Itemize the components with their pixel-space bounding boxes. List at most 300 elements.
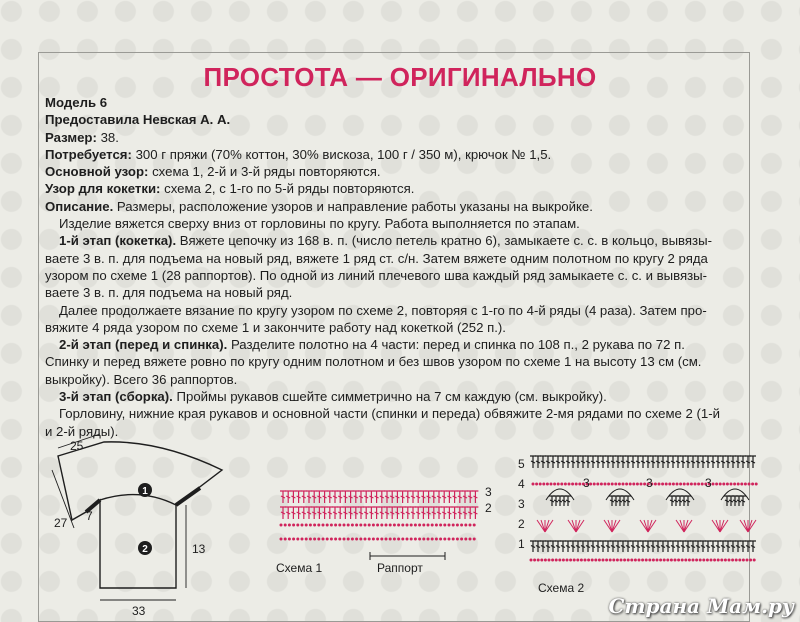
scheme-2-chart	[530, 456, 758, 562]
dc-stitch-symbol	[280, 491, 286, 503]
chain-dot-symbol	[305, 524, 308, 527]
dc-stitch-symbol	[415, 507, 421, 519]
dc-stitch-symbol	[457, 491, 463, 503]
chain-dot-symbol	[439, 538, 442, 541]
chain-dot-symbol	[380, 538, 383, 541]
chain-dot-symbol	[663, 559, 666, 562]
dc-stitch-symbol	[306, 491, 312, 503]
chain-dot-symbol	[288, 524, 291, 527]
marker-1-label: 1	[142, 486, 148, 497]
chain-dot-symbol	[676, 483, 679, 486]
dc-stitch-symbol	[389, 491, 395, 503]
dc-stitch-symbol	[695, 541, 701, 552]
chain-dot-symbol	[726, 483, 729, 486]
chain-dot-symbol	[410, 538, 413, 541]
bleed-through-text	[740, 52, 800, 352]
dc-stitch-symbol	[620, 541, 626, 552]
chain-dot-symbol	[640, 483, 643, 486]
fan-stitch-symbol	[612, 520, 620, 532]
chain-dot-symbol	[744, 483, 747, 486]
chain-dot-symbol	[656, 559, 659, 562]
chain-dot-symbol	[364, 524, 367, 527]
chain-dot-symbol	[738, 559, 741, 562]
fan-stitch-symbol	[676, 520, 684, 532]
dc-stitch-symbol	[565, 496, 571, 506]
dc-stitch-symbol	[545, 541, 551, 552]
dc-stitch-symbol	[296, 491, 302, 503]
chain-dot-symbol	[334, 524, 337, 527]
dc-stitch-symbol	[575, 456, 581, 468]
stage1-label: 1-й этап (кокетка).	[59, 233, 177, 249]
dc-stitch-symbol	[570, 541, 576, 552]
dc-stitch-symbol	[405, 491, 411, 503]
chain-dot-symbol	[343, 524, 346, 527]
scheme-1-chart	[280, 491, 479, 541]
chain-dot-symbol	[627, 559, 630, 562]
chain-dot-symbol	[401, 524, 404, 527]
chain-dot-symbol	[602, 559, 605, 562]
fan-stitch-symbol	[545, 520, 553, 532]
chain-dot-symbol	[460, 524, 463, 527]
dc-stitch-symbol	[327, 491, 333, 503]
chain-dot-symbol	[560, 483, 563, 486]
chain-dot-symbol	[604, 483, 607, 486]
dc-stitch-symbol	[549, 496, 555, 506]
chain-dot-symbol	[343, 538, 346, 541]
chain-dot-symbol	[546, 483, 549, 486]
dc-stitch-symbol	[441, 491, 447, 503]
fan-stitch-symbol	[740, 520, 748, 532]
chain-dot-symbol	[338, 538, 341, 541]
chain-dot-symbol	[731, 559, 734, 562]
chain-dot-symbol	[668, 483, 671, 486]
repeat-label: Раппорт	[377, 561, 423, 575]
dc-stitch-symbol	[332, 507, 338, 519]
dc-stitch-symbol	[555, 456, 561, 468]
chain-dot-symbol	[630, 559, 633, 562]
chain-dot-symbol	[730, 483, 733, 486]
dc-stitch-symbol	[540, 541, 546, 552]
dc-stitch-symbol	[348, 491, 354, 503]
dc-stitch-symbol	[695, 456, 701, 468]
dc-stitch-symbol	[285, 507, 291, 519]
size-value: 38.	[100, 129, 119, 145]
chain-dot-symbol	[755, 483, 758, 486]
dc-stitch-symbol	[625, 496, 631, 506]
chain-dot-symbol	[683, 483, 686, 486]
dc-stitch-symbol	[301, 491, 307, 503]
chain-dot-symbol	[686, 483, 689, 486]
chain-dot-symbol	[351, 524, 354, 527]
dc-stitch-symbol	[379, 491, 385, 503]
dc-stitch-symbol	[690, 541, 696, 552]
chain-dot-symbol	[431, 524, 434, 527]
scheme-2-row-3: 3	[518, 497, 525, 511]
dc-stitch-symbol	[705, 541, 711, 552]
dc-stitch-symbol	[368, 507, 374, 519]
chain-dot-symbol	[393, 538, 396, 541]
chain-dot-symbol	[376, 538, 379, 541]
dc-stitch-symbol	[389, 507, 395, 519]
chain-dot-symbol	[648, 559, 651, 562]
chain-dot-symbol	[431, 538, 434, 541]
chain-dot-symbol	[414, 524, 417, 527]
dc-stitch-symbol	[436, 491, 442, 503]
chain-dot-symbol	[596, 483, 599, 486]
dc-stitch-symbol	[685, 541, 691, 552]
main-pattern-label: Основной узор:	[45, 164, 149, 180]
chain-dot-symbol	[469, 538, 472, 541]
fan-stitch-symbol	[684, 520, 692, 532]
chain-dot-symbol	[544, 559, 547, 562]
paragraph-continue-2: вяжите 4 ряда узором по схеме 1 и закончите работу над кокеткой (252 п.).	[45, 319, 506, 335]
chain-dot-symbol	[593, 483, 596, 486]
chain-dot-symbol	[401, 538, 404, 541]
scheme-2-row-1: 1	[518, 537, 525, 551]
dc-stitch-symbol	[358, 507, 364, 519]
dc-stitch-symbol	[467, 507, 473, 519]
dc-stitch-symbol	[750, 541, 756, 552]
dc-stitch-symbol	[645, 456, 651, 468]
dc-stitch-symbol	[660, 541, 666, 552]
chain-dot-symbol	[701, 483, 704, 486]
chain-dot-symbol	[710, 559, 713, 562]
dc-stitch-symbol	[560, 456, 566, 468]
chain-dot-symbol	[439, 524, 442, 527]
dc-stitch-symbol	[675, 541, 681, 552]
dc-stitch-symbol	[670, 541, 676, 552]
fan-stitch-symbol	[712, 520, 720, 532]
dc-stitch-symbol	[436, 507, 442, 519]
dc-stitch-symbol	[665, 541, 671, 552]
chain-dot-symbol	[623, 559, 626, 562]
chain-dot-symbol	[330, 524, 333, 527]
stage2-label: 2-й этап (перед и спинка).	[59, 337, 228, 353]
dc-stitch-symbol	[557, 496, 563, 506]
author-name: Невская А. А.	[142, 112, 231, 128]
dc-stitch-symbol	[575, 541, 581, 552]
fan-stitch-symbol	[537, 520, 545, 532]
dc-stitch-symbol	[553, 496, 559, 506]
chain-dot-symbol	[418, 524, 421, 527]
fan-stitch-symbol	[720, 520, 728, 532]
dc-stitch-symbol	[452, 507, 458, 519]
chain-dot-symbol	[562, 559, 565, 562]
chain-dot-symbol	[605, 559, 608, 562]
dc-stitch-symbol	[610, 541, 616, 552]
dc-stitch-symbol	[353, 507, 359, 519]
dc-stitch-symbol	[680, 456, 686, 468]
chain-dot-symbol	[389, 524, 392, 527]
chain-dot-symbol	[385, 538, 388, 541]
dc-stitch-symbol	[736, 496, 742, 506]
site-watermark: Страна Мам.ру	[608, 594, 794, 618]
fan-stitch-symbol	[568, 520, 576, 532]
chain-dot-symbol	[535, 483, 538, 486]
chain-dot-symbol	[301, 538, 304, 541]
dc-stitch-symbol	[650, 541, 656, 552]
dc-stitch-symbol	[625, 541, 631, 552]
dc-stitch-symbol	[665, 456, 671, 468]
chain-dot-symbol	[435, 538, 438, 541]
paragraph-continue-1: Далее продолжаете вязание по кругу узором по схеме 2, повторяя с 1-го по 4-й ряды (4 раза). Затем про-	[59, 302, 707, 318]
scheme-2-row-4: 4	[518, 477, 525, 491]
dc-stitch-symbol	[750, 456, 756, 468]
page-title: ПРОСТОТА — ОРИГИНАЛЬНО	[203, 62, 597, 92]
scheme-2-row-5: 5	[518, 457, 525, 471]
dc-stitch-symbol	[590, 456, 596, 468]
dc-stitch-symbol	[332, 491, 338, 503]
dc-stitch-symbol	[301, 507, 307, 519]
chain-dot-symbol	[322, 524, 325, 527]
chain-dot-symbol	[443, 538, 446, 541]
chain-dot-symbol	[636, 483, 639, 486]
chain-dot-symbol	[330, 538, 333, 541]
chain-dot-symbol	[313, 524, 316, 527]
chain-dot-symbol	[473, 538, 476, 541]
dc-stitch-symbol	[740, 456, 746, 468]
chain-dot-symbol	[322, 538, 325, 541]
chain-dot-symbol	[334, 538, 337, 541]
chain-dot-symbol	[533, 559, 536, 562]
chain-dot-symbol	[460, 538, 463, 541]
dc-stitch-symbol	[645, 541, 651, 552]
chain-dot-symbol	[296, 524, 299, 527]
chain-dot-symbol	[654, 483, 657, 486]
chain-dot-symbol	[569, 559, 572, 562]
scheme-2-caption: Схема 2	[538, 581, 585, 595]
dc-stitch-symbol	[405, 507, 411, 519]
model-line: Модель 6	[45, 95, 108, 110]
chain-dot-symbol	[722, 483, 725, 486]
chain-dot-symbol	[553, 483, 556, 486]
stage3-label: 3-й этап (сборка).	[59, 389, 173, 405]
dc-stitch-symbol	[595, 456, 601, 468]
dc-stitch-symbol	[685, 496, 691, 506]
yoke-pattern-label: Узор для кокетки:	[45, 181, 161, 197]
scheme-1-row-2: 2	[485, 501, 492, 515]
chain-dot-symbol	[418, 538, 421, 541]
chain-dot-symbol	[456, 538, 459, 541]
main-pattern-value: схема 1, 2-й и 3-й ряды повторяются.	[152, 164, 381, 180]
chain-dot-symbol	[326, 524, 329, 527]
paragraph-intro: Изделие вяжется сверху вниз от горловины по кругу. Работа выполняется по этапам.	[59, 216, 580, 232]
chain-dot-symbol	[720, 559, 723, 562]
dc-stitch-symbol	[617, 496, 623, 506]
chain-dot-symbol	[661, 483, 664, 486]
dc-stitch-symbol	[290, 491, 296, 503]
chain-dot-symbol	[564, 483, 567, 486]
fan-stitch-symbol	[640, 520, 648, 532]
dc-stitch-symbol	[363, 491, 369, 503]
dc-stitch-symbol	[322, 491, 328, 503]
chain-dot-symbol	[368, 524, 371, 527]
chain-dot-symbol	[614, 483, 617, 486]
dc-stitch-symbol	[545, 456, 551, 468]
chain-dot-symbol	[695, 559, 698, 562]
dc-stitch-symbol	[705, 456, 711, 468]
dc-stitch-symbol	[640, 541, 646, 552]
dc-stitch-symbol	[580, 456, 586, 468]
chain-dot-symbol	[690, 483, 693, 486]
dim-top-label: 25	[70, 439, 84, 453]
stage1-line-3: узором по схеме 1 (28 раппортов). По одной из линий плечевого шва каждый ряд замыкаете с. с. и вывязы-	[45, 267, 708, 283]
chain-dot-symbol	[740, 483, 743, 486]
fan-stitch-symbol	[576, 520, 584, 532]
chain-dot-symbol	[351, 538, 354, 541]
garment-pattern	[52, 434, 222, 600]
chain-dot-symbol	[537, 559, 540, 562]
chain-dot-symbol	[677, 559, 680, 562]
stage1-line-4: ваете 3 в. п. для подъема на новый ряд.	[45, 285, 293, 301]
dc-stitch-symbol	[700, 541, 706, 552]
dc-stitch-symbol	[462, 491, 468, 503]
dc-stitch-symbol	[410, 491, 416, 503]
needs-value: 300 г пряжи (70% коттон, 30% вискоза, 100 г / 350 м), крючок № 1,5.	[135, 146, 552, 162]
dc-stitch-symbol	[441, 507, 447, 519]
dc-stitch-symbol	[673, 496, 679, 506]
chain-dot-symbol	[464, 524, 467, 527]
chain-dot-symbol	[355, 524, 358, 527]
chain-dot-symbol	[575, 483, 578, 486]
dc-stitch-symbol	[720, 541, 726, 552]
dc-stitch-symbol	[374, 507, 380, 519]
dc-stitch-symbol	[670, 456, 676, 468]
stage1-line-2: ваете 3 в. п. для подъема на новый ряд, вяжете 1 ряд ст. с/н. Затем вяжете одним полотном по кругу 2 ряда	[45, 250, 708, 266]
chain-dot-symbol	[288, 538, 291, 541]
dim-height-label: 13	[192, 542, 206, 556]
chain-dot-symbol	[713, 559, 716, 562]
dc-stitch-symbol	[446, 491, 452, 503]
chain-dot-symbol	[364, 538, 367, 541]
dc-stitch-symbol	[710, 541, 716, 552]
chain-dot-symbol	[645, 559, 648, 562]
dc-stitch-symbol	[590, 541, 596, 552]
dc-stitch-symbol	[745, 456, 751, 468]
chain-dot-symbol	[542, 483, 545, 486]
dc-stitch-symbol	[462, 507, 468, 519]
chain-dot-symbol	[625, 483, 628, 486]
fan-stitch-symbol	[604, 520, 612, 532]
dc-stitch-symbol	[720, 456, 726, 468]
dc-stitch-symbol	[348, 507, 354, 519]
dc-stitch-symbol	[615, 456, 621, 468]
chain-dot-symbol	[659, 559, 662, 562]
dc-stitch-symbol	[394, 491, 400, 503]
dc-stitch-symbol	[530, 456, 536, 468]
chain-dot-symbol	[652, 559, 655, 562]
chain-dot-symbol	[566, 559, 569, 562]
dc-stitch-symbol	[675, 456, 681, 468]
chain-dot-symbol	[641, 559, 644, 562]
stage3-value: Проймы рукавов сшейте симметрично на 7 см каждую (см. выкройку).	[176, 389, 607, 405]
chain-dot-symbol	[607, 483, 610, 486]
chain-dot-symbol	[632, 483, 635, 486]
dc-stitch-symbol	[550, 456, 556, 468]
chain-dot-symbol	[448, 524, 451, 527]
chain-dot-symbol	[578, 483, 581, 486]
author-label: Предоставила	[45, 112, 140, 128]
dc-stitch-symbol	[681, 496, 687, 506]
chain-dot-symbol	[699, 559, 702, 562]
chain-dot-symbol	[580, 559, 583, 562]
body-outline	[86, 500, 176, 588]
chain-dot-symbol	[452, 538, 455, 541]
dc-stitch-symbol	[735, 456, 741, 468]
chain-dot-symbol	[557, 483, 560, 486]
chain-dot-symbol	[746, 559, 749, 562]
dc-stitch-symbol	[595, 541, 601, 552]
diagrams	[0, 420, 800, 622]
finishing-line-1: Горловину, нижние края рукавов и основной части (спинки и переда) обвяжите 2-мя рядами по схеме 2 (1-й	[59, 406, 721, 422]
chain-dot-symbol	[684, 559, 687, 562]
dc-stitch-symbol	[446, 507, 452, 519]
chain-dot-symbol	[280, 524, 283, 527]
dc-stitch-symbol	[635, 541, 641, 552]
chain-dot-symbol	[397, 524, 400, 527]
chain-dot-symbol	[368, 538, 371, 541]
dc-stitch-symbol	[621, 496, 627, 506]
dc-stitch-symbol	[400, 491, 406, 503]
dc-stitch-symbol	[379, 507, 385, 519]
chain-dot-symbol	[611, 483, 614, 486]
chain-dot-symbol	[629, 483, 632, 486]
dc-stitch-symbol	[715, 541, 721, 552]
chain-dot-symbol	[393, 524, 396, 527]
chain-dot-symbol	[540, 559, 543, 562]
dc-stitch-symbol	[565, 456, 571, 468]
chain-dot-symbol	[712, 483, 715, 486]
dc-stitch-symbol	[337, 507, 343, 519]
dc-stitch-symbol	[426, 491, 432, 503]
size-label: Размер:	[45, 129, 97, 145]
chain-dot-symbol	[609, 559, 612, 562]
dc-stitch-symbol	[600, 541, 606, 552]
stage1-line-1: Вяжете цепочку из 168 в. п. (число петель кратно 6), замыкаете с. с. в кольцо, вывязы-	[179, 233, 712, 249]
dc-stitch-symbol	[316, 491, 322, 503]
chain-dot-symbol	[456, 524, 459, 527]
dc-stitch-symbol	[735, 541, 741, 552]
chain-dot-symbol	[539, 483, 542, 486]
dc-stitch-symbol	[280, 507, 286, 519]
chain-dot-symbol	[719, 483, 722, 486]
dc-stitch-symbol	[327, 507, 333, 519]
chain-dot-symbol	[576, 559, 579, 562]
dc-stitch-symbol	[655, 456, 661, 468]
dc-stitch-symbol	[426, 507, 432, 519]
dc-stitch-symbol	[342, 491, 348, 503]
dc-stitch-symbol	[745, 541, 751, 552]
dim-bottom-label: 33	[132, 604, 146, 618]
dim-side-label: 27	[54, 516, 68, 530]
dc-stitch-symbol	[472, 491, 478, 503]
dc-stitch-symbol	[565, 541, 571, 552]
chain-dot-symbol	[376, 524, 379, 527]
chain-dot-symbol	[694, 483, 697, 486]
chain-dot-symbol	[309, 538, 312, 541]
chain-dot-symbol	[584, 559, 587, 562]
description-label: Описание.	[45, 198, 114, 214]
chain-dot-symbol	[359, 524, 362, 527]
chain-dot-symbol	[473, 524, 476, 527]
dc-stitch-symbol	[613, 496, 619, 506]
finishing-line-2: и 2-й ряды).	[45, 423, 119, 439]
dc-stitch-symbol	[570, 456, 576, 468]
dc-stitch-symbol	[585, 456, 591, 468]
dc-stitch-symbol	[530, 541, 536, 552]
chain-dot-symbol	[326, 538, 329, 541]
chain-dot-symbol	[735, 559, 738, 562]
